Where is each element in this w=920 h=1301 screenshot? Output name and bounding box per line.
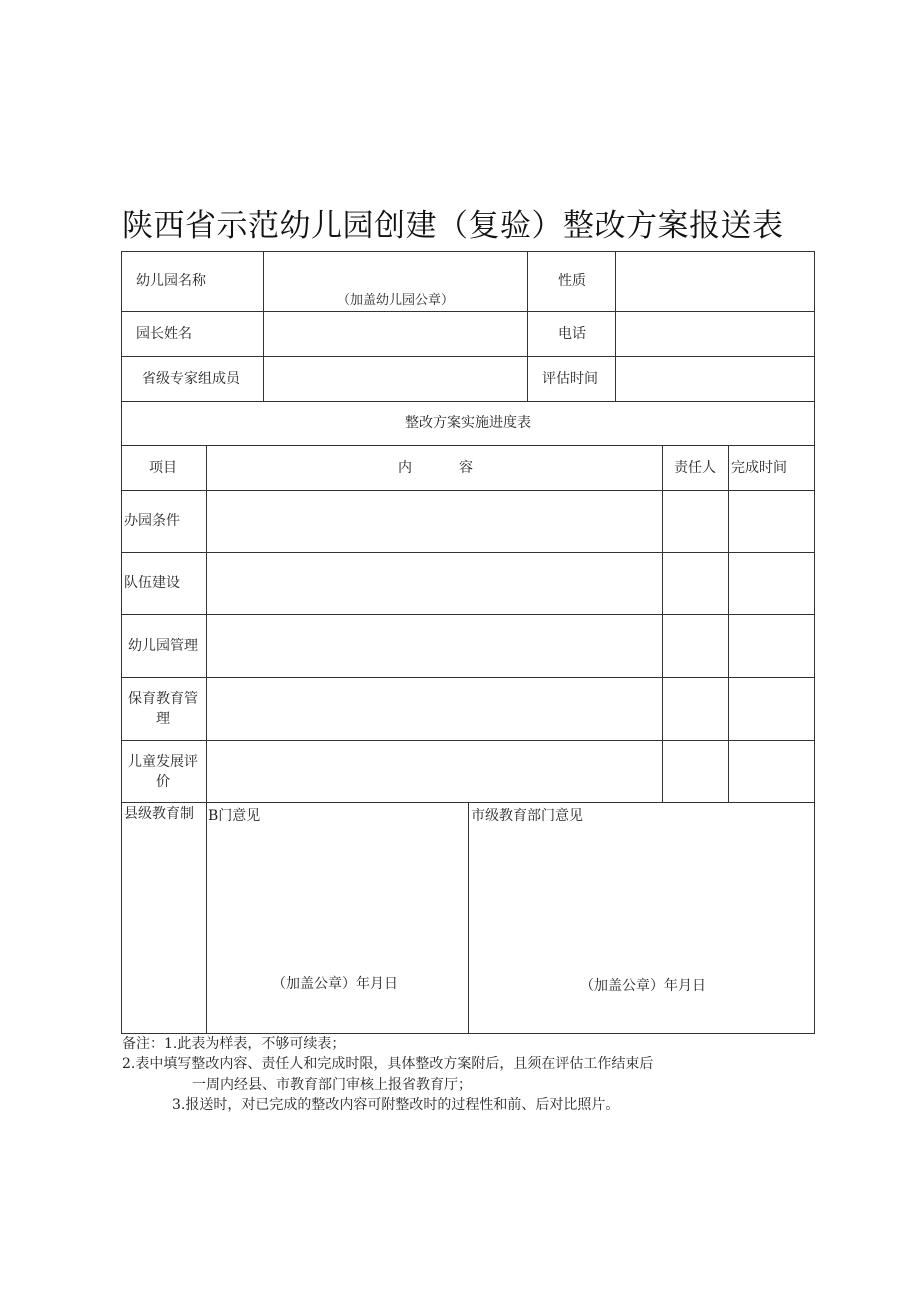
row-divider [122,356,814,357]
row-label: 队伍建设 [124,575,180,591]
note-line: 2.表中填写整改内容、责任人和完成时限，具体整改方案附后，且须在评估工作结束后 [122,1056,654,1072]
row-divider [122,552,814,553]
header-content-left: 内 [398,460,412,476]
row-divider [122,401,814,402]
county-opinion-label: 县级教育制 [124,806,194,822]
city-seal-date: （加盖公章）年月日 [580,978,706,994]
col-divider [468,802,469,1034]
director-name-label: 园长姓名 [136,326,192,342]
report-form-table [121,251,815,1034]
col-divider [206,802,207,1034]
row-label: 保育教育管 [128,691,198,707]
row-divider [122,445,814,446]
row-label: 幼儿园管理 [128,638,198,654]
row-label: 办园条件 [124,513,180,529]
row-divider [122,740,814,741]
row-divider [122,614,814,615]
col-divider [662,445,663,802]
header-deadline: 完成时间 [731,460,787,476]
progress-table-title: 整改方案实施进度表 [405,415,531,431]
form-title: 陕西省示范幼儿园创建（复验）整改方案报送表 [122,208,784,244]
header-content-right: 容 [459,460,473,476]
col-divider [615,252,616,401]
header-item: 项目 [149,460,177,476]
experts-label: 省级专家组成员 [142,371,240,387]
row-label-cont: 理 [156,711,170,727]
row-divider [122,311,814,312]
row-divider [122,677,814,678]
col-divider [263,252,264,401]
nature-label: 性质 [558,273,586,289]
row-label: 儿童发展评 [128,754,198,770]
col-divider [206,445,207,802]
county-seal-date: （加盖公章）年月日 [272,976,398,992]
kindergarten-name-label: 幼儿园名称 [136,273,206,289]
county-opinion-label-cont: B门意见 [208,808,261,824]
header-owner: 责任人 [674,460,716,476]
row-label-cont: 价 [156,774,170,790]
note-line: 备注：1.此表为样表，不够可续表； [122,1036,346,1052]
note-line: 3.报送时，对已完成的整改内容可附整改时的过程性和前、后对比照片。 [172,1097,620,1113]
city-opinion-label: 市级教育部门意见 [471,808,583,824]
seal-note: （加盖幼儿园公章） [336,293,454,308]
phone-label: 电话 [558,326,586,342]
note-line: 一周内经县、市教育部门审核上报省教育厅； [192,1077,472,1093]
row-divider [122,490,814,491]
evaluation-time-label: 评估时间 [542,371,598,387]
col-divider [728,445,729,802]
col-divider [527,252,528,401]
